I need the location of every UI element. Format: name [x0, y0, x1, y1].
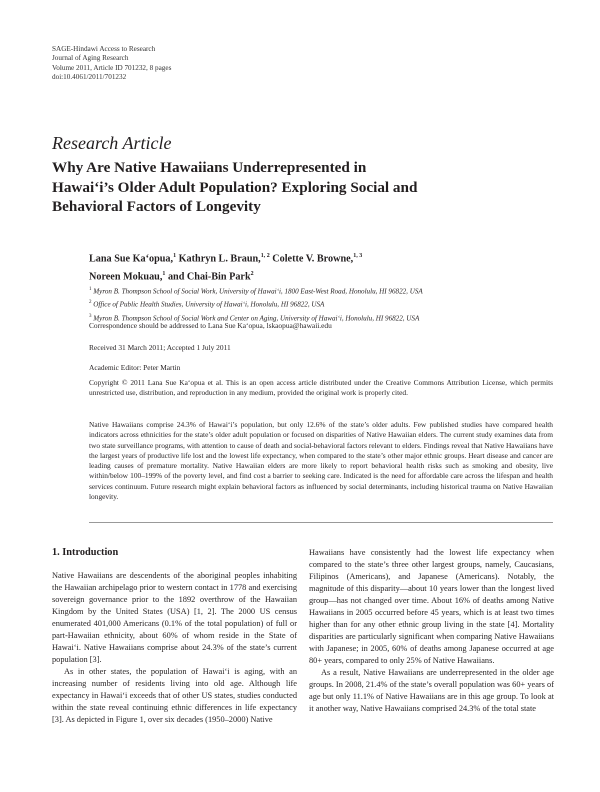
body-paragraph: Native Hawaiians are descendents of the aboriginal peoples inhabiting the Hawaiian archipelago prior to western contact in 1778 and exercising sovereign governance prior to the 1892 overthrow of the Hawaiian Kingdom by the United States (USA) [1, 2]. The 2000 US census enumerated 401,000 Americans (0.1% of the total population) of full or part-Hawaiian ethnicity, about 60% of whom reside in the State of Hawai‘i. Native Hawaiians comprise about 24.3% of the state’s current population [3].: [52, 571, 297, 664]
affiliation: [89, 284, 423, 297]
author-affil-sup: 1: [162, 270, 166, 277]
affiliations: [89, 284, 423, 324]
author-affil-sup: 1: [173, 253, 177, 259]
section-heading: 1. Introduction: [52, 547, 119, 558]
column-right: [309, 547, 554, 715]
academic-editor: Academic Editor: Peter Martin: [89, 363, 181, 372]
affil-sup: 3: [89, 313, 92, 319]
author-name: Colette V. Browne,: [272, 253, 354, 265]
affil-text: Office of Public Health Studies, University of Hawai‘i, Honolulu, HI 96822, USA: [91, 300, 325, 309]
author-list: [89, 249, 569, 285]
paper-title: [52, 158, 572, 217]
author-name: Lana Sue Ka‘opua,: [89, 253, 174, 265]
journal-doi: doi:10.4061/2011/701232: [52, 73, 127, 82]
author-name: and Chai-Bin Park: [167, 271, 251, 283]
body-paragraph: As in other states, the population of Hawai‘i is aging, with an increasing number of residents living into old age. Although life expectancy in Hawai‘i exceeds that of other US states, studies conducted within the state reveal continuing ethnic differences in life expectancy [3]. As depicted in Figure 1, over six decades (1950–2000) Native: [52, 667, 297, 724]
column-left: [52, 547, 297, 726]
title-line: Why Are Native Hawaiians Underrepresented in: [52, 159, 367, 176]
journal-volume: Volume 2011, Article ID 701232, 8 pages: [52, 63, 172, 72]
title-line: Behavioral Factors of Longevity: [52, 198, 261, 215]
affil-text: Myron B. Thompson School of Social Work, University of Hawai‘i, 1800 East-West Road, Honolulu, HI 96822, USA: [91, 287, 423, 296]
affil-text: Myron B. Thompson School of Social Work and Center on Aging, University of Hawai‘i, Honolulu, HI 96822, USA: [91, 314, 420, 323]
author-affil-sup: 1, 3: [353, 253, 363, 259]
abstract: Native Hawaiians comprise 24.3% of Hawai‘i’s population, but only 12.6% of the state’s older adults. Few published studies have compared health indicators across ethnicities for the state’s older adult population or focused on disparities of Native Hawaiian elders. The current study examines data from two state surveillance programs, with attention to cause of death and social-behavioral factors relevant to elders. Findings reveal that Native Hawaiians have the largest years of productive life lost and the lowest life expectancy, when compared to the state’s other major ethnic groups. Heart disease and cancer are leading causes of premature mortality. Native Hawaiian elders are more likely to report behavioral health risks such as smoking and obesity, live within/below 100–199% of the poverty level, and find cost a barrier to seeking care. Indicated is the need for affordable care across the lifespan and health services continuum. Future research might explain behavioral factors as influenced by social determinants, including historical trauma on Native Hawaiian longevity.: [89, 420, 553, 502]
abstract-divider: [89, 522, 553, 523]
author-line-2: [89, 267, 569, 285]
author-name: Noreen Mokuau,: [89, 271, 163, 283]
body-paragraph: As a result, Native Hawaiians are underrepresented in the older age groups. In 2008, 21.4% of the state’s overall population was 60+ years of age but only 11.1% of Native Hawaiians are in this age group. To look at it another way, Native Hawaiians comprised 24.3% of the total state: [309, 668, 554, 713]
author-name: Kathryn L. Braun,: [178, 253, 261, 265]
journal-info: [52, 45, 171, 83]
body-paragraph: Hawaiians have consistently had the lowest life expectancy when compared to the state’s three other largest groups, namely, Caucasians, Filipinos (Americans), and Japanese (Americans). Notably, the magnitude of this disparity—about 10 years lower than the longest lived group—has not changed over time. About 16% of deaths among Native Hawaiians in 2005 occurred before 45 years, which is at least two times higher than for any other ethnic group living in the state [4]. Mortality disparities are particularly significant when comparing Native Hawaiians with Japanese; in 2005, 60% of deaths among Japanese occurred at age 80+ years, compared to only 25% of Native Hawaiians.: [309, 548, 554, 665]
journal-publisher: SAGE-Hindawi Access to Research: [52, 45, 156, 53]
correspondence: Correspondence should be addressed to Lana Sue Ka‘opua, lskaopua@hawaii.edu: [89, 321, 332, 330]
copyright-notice: Copyright © 2011 Lana Sue Ka‘opua et al. This is an open access article distributed under the Creative Commons Attribution License, which permits unrestricted use, distribution, and reproduction in any medium, provided the original work is properly cited.: [89, 378, 553, 398]
article-type: Research Article: [52, 133, 172, 153]
author-line-1: [89, 249, 569, 267]
affiliation: [89, 297, 423, 310]
affil-sup: 1: [89, 287, 92, 292]
author-affil-sup: 2: [250, 270, 254, 277]
affil-sup: 2: [89, 300, 92, 306]
journal-name: Journal of Aging Research: [52, 54, 129, 63]
title-line: Hawai‘i’s Older Adult Population? Exploring Social and: [52, 178, 418, 196]
received-accepted-dates: Received 31 March 2011; Accepted 1 July 2011: [89, 343, 231, 352]
author-affil-sup: 1, 2: [260, 253, 270, 259]
